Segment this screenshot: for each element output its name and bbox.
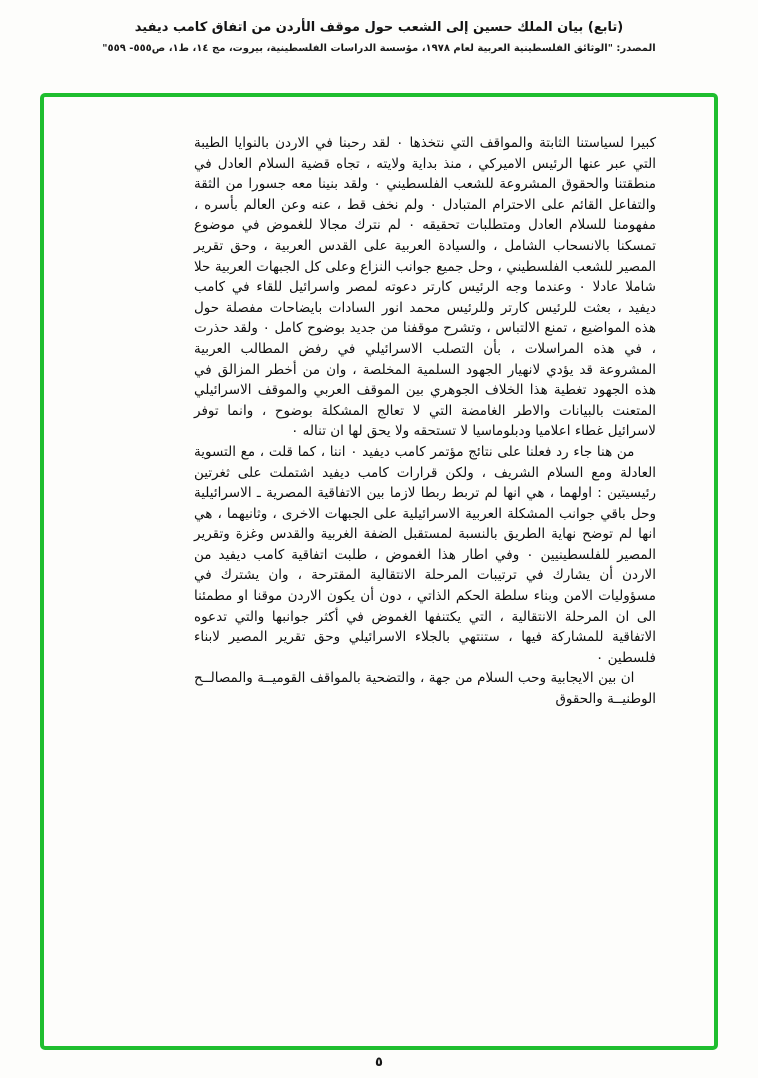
green-highlight-box — [40, 93, 718, 1050]
page-number: ٥ — [375, 1055, 383, 1070]
document-source-line: المصدر: "الوثائق الفلسطينية العربية لعام ١٩٧٨، مؤسسة الدراسات الفلسطينية، بيروت، مج ١٤، ط١، ص٥٥٥- ٥٥٩" — [102, 43, 656, 54]
document-title: (تابع) بيان الملك حسين إلى الشعب حول موقف الأردن من اتفاق كامب ديفيد — [134, 20, 624, 35]
body-paragraph: ان بين الايجابية وحب السلام من جهة ، والتضحية بالمواقف القوميــة والمصالــح الوطنيــة والحقوق — [194, 670, 656, 708]
body-paragraph: كبيرا لسياستنا الثابتة والمواقف التي نتخذها ٠ لقد رحبنا في الاردن بالنوايا الطيبة التي عبر عنها الرئيس الاميركي ، منذ بداية ولايته ، تجاه قضية السلام العادل في منطقتنا والحقوق المشروعة للشعب الفلسطيني ٠ ولقد بنينا معه جسورا من الثقة والتفاعل القائم على الاحترام المتبادل ٠ ولم نخف قط ، عنه وعن العالم بأسره ، مفهومنا للسلام العادل ومتطلبات تحقيقه ٠ لم نترك مجالا للغموض في موضوع تمسكنا بالانسحاب الشامل ، والسيادة العربية على القدس العربية ، وحق تقرير المصير للشعب الفلسطيني ، وحل جميع جوانب النزاع وعلى كل الجبهات العربية حلا شاملا عادلا ٠ وعندما وجه الرئيس كارتر دعوته لمصر واسرائيل للقاء في كامب ديفيد ، بعثت للرئيس كارتر وللرئيس محمد انور السادات بايضاحات مفصلة حول هذه المواضيع ، تمنع الالتباس ، وتشرح موقفنا من جديد بوضوح كامل ٠ ولقد حذرت ، في هذه المراسلات ، بأن التصلب الاسرائيلي في رفض المطالب العربية المشروعة قد يؤدي لانهيار الجهود السلمية المخلصة ، وان من أخطر المزالق في هذه الجهود تغطية هذا الخلاف الجوهري بين الموقف العربي والموقف الاسرائيلي المتعنت بالبيانات والاطر الغامضة التي لا تعالج المشكلة بوضوح ، وانما توفر لاسرائيل غطاء اعلاميا ودبلوماسيا لا تستحقه ولا يحق لها ان تناله ٠ — [194, 135, 657, 440]
body-text-column — [194, 133, 656, 710]
page-footer — [0, 1051, 758, 1070]
page-header — [0, 20, 758, 54]
body-paragraph: من هنا جاء رد فعلنا على نتائج مؤتمر كامب ديفيد ٠ اننا ، كما قلت ، مع التسوية العادلة ومع السلام الشريف ، ولكن قرارات كامب ديفيد اشتملت على ثغرتين رئيسيتين : اولهما ، هي انها لم تربط ربطا لازما بين الاتفاقية المصرية ـ الاسرائيلية وحل باقي جوانب المشكلة العربية الاسرائيلية على الجبهات الاخرى ، وثانيهما ، هي انها لم توضح نهاية الطريق بالنسبة لمستقبل الضفة الغربية والقدس وغزة وتقرير المصير للفلسطينيين ٠ وفي اطار هذا الغموض ، طلبت اتفاقية كامب ديفيد من الاردن أن يشارك في ترتيبات المرحلة الانتقالية المقترحة ، وان يشترك في مسؤوليات الامن وبناء سلطة الحكم الذاتي ، دون أن يكون الاردن موقنا او مطمئنا الى ان المرحلة الانتقالية ، التي يكتنفها الغموض في أكثر جوانبها والتي تدعوه الاتفاقية للمشاركة فيها ، ستنتهي بالجلاء الاسرائيلي وحق تقرير المصير لابناء فلسطين ٠ — [194, 443, 656, 666]
